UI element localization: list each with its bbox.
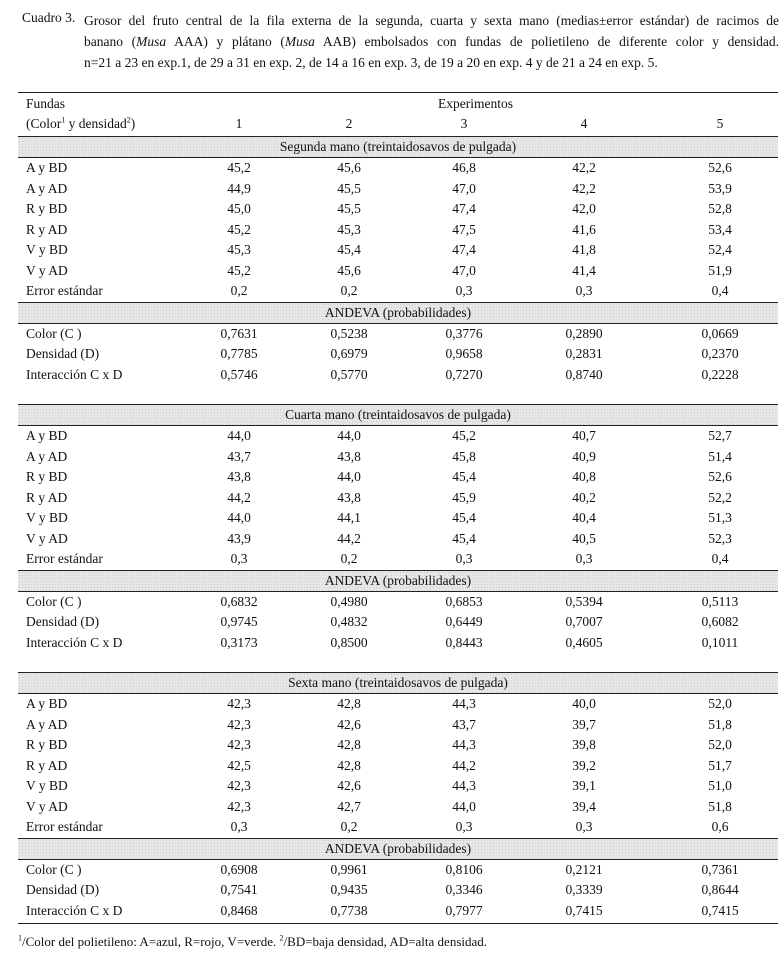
section-header [18, 404, 778, 426]
value-cell: 39,8 [572, 737, 596, 752]
andeva-title: ANDEVA (probabilidades) [324, 572, 472, 588]
value-cell: 0,3 [230, 819, 248, 834]
value-cell: 40,4 [572, 510, 596, 525]
section-title: Segunda mano (treintaidosavos de pulgada) [279, 139, 517, 154]
value-cell: 44,2 [452, 757, 476, 773]
value-cell: 43,8 [227, 469, 251, 484]
value-cell: 44,2 [337, 530, 361, 546]
row-label: Error estándar [26, 283, 103, 298]
table-top-rule [18, 92, 778, 93]
value-cell: 43,8 [337, 489, 361, 505]
table-row [18, 220, 778, 241]
row-label: Densidad (D) [26, 614, 100, 629]
value-cell: 0,5113 [701, 593, 739, 609]
value-cell: 0,6832 [220, 593, 258, 609]
value-cell: 0,2 [340, 819, 358, 834]
row-label: Interacción C x D [26, 634, 123, 650]
value-cell: 0,9658 [445, 346, 483, 361]
value-cell: 44,2 [227, 489, 251, 505]
header-experimentos: Experimentos [438, 96, 513, 111]
row-label: R y BD [26, 737, 68, 752]
caption-line: n=21 a 23 en exp.1, de 29 a 31 en exp. 2, de 14 a 16 en exp. 3, de 19 a 20 en exp. 4 y de 21 a 24 en exp. 5. [84, 55, 658, 70]
value-cell: 0,7415 [701, 902, 739, 918]
value-cell: 40,8 [572, 469, 596, 484]
value-cell: 42,2 [572, 160, 596, 175]
row-label: Interacción C x D [26, 902, 123, 918]
value-cell: 0,7977 [445, 902, 483, 918]
value-cell: 47,4 [452, 201, 476, 216]
value-cell: 45,6 [337, 160, 361, 175]
header-col-3: 3 [460, 116, 468, 131]
value-cell: 44,1 [337, 510, 361, 525]
value-cell: 42,3 [227, 798, 251, 814]
value-cell: 40,5 [572, 530, 596, 546]
value-cell: 52,6 [708, 469, 732, 484]
value-cell: 0,7738 [330, 902, 368, 918]
value-cell: 51,8 [708, 798, 732, 814]
table-row [18, 426, 778, 447]
header-fundas: Fundas [26, 96, 66, 111]
value-cell: 0,6 [711, 819, 729, 834]
value-cell: 0,7270 [445, 366, 483, 382]
value-cell: 40,2 [572, 489, 596, 505]
table-row [18, 797, 778, 818]
value-cell: 0,2890 [565, 325, 603, 341]
value-cell: 51,3 [708, 510, 732, 525]
table-bottom-rule [18, 923, 778, 924]
section-title: Cuarta mano (treintaidosavos de pulgada) [285, 407, 511, 422]
table-row [18, 281, 778, 302]
value-cell: 0,2228 [701, 366, 739, 382]
row-label: V y BD [26, 242, 68, 257]
value-cell: 52,4 [708, 242, 732, 257]
value-cell: 44,0 [337, 428, 361, 443]
row-label: R y AD [26, 757, 68, 773]
row-label: A y BD [26, 160, 68, 175]
value-cell: 44,0 [452, 798, 476, 814]
value-cell: 0,7785 [220, 346, 258, 361]
andeva-header [18, 302, 778, 324]
caption-species: Musa [136, 34, 167, 49]
value-cell: 45,4 [452, 530, 476, 546]
andeva-header [18, 838, 778, 860]
value-cell: 51,8 [708, 716, 732, 732]
row-label: R y AD [26, 221, 68, 237]
value-cell: 0,2370 [701, 346, 739, 361]
header-col-4: 4 [580, 116, 588, 131]
value-cell: 39,1 [572, 778, 596, 793]
table-row [18, 735, 778, 756]
value-cell: 0,5238 [330, 325, 368, 341]
andeva-row [18, 365, 778, 386]
value-cell: 41,8 [572, 242, 596, 257]
value-cell: 53,9 [708, 180, 732, 196]
value-cell: 52,0 [708, 737, 732, 752]
value-cell: 0,3 [230, 551, 248, 566]
value-cell: 45,2 [227, 262, 251, 278]
value-cell: 0,9745 [220, 614, 258, 629]
value-cell: 0,5746 [220, 366, 258, 382]
value-cell: 52,3 [708, 530, 732, 546]
value-cell: 45,0 [227, 201, 251, 216]
value-cell: 0,9435 [330, 882, 368, 897]
header-col-2: 2 [345, 116, 353, 131]
row-label: V y AD [26, 530, 68, 546]
table-row [18, 240, 778, 261]
value-cell: 0,5770 [330, 366, 368, 382]
section-title: Sexta mano (treintaidosavos de pulgada) [288, 675, 508, 690]
caption-text [84, 10, 779, 73]
value-cell: 0,6853 [445, 593, 483, 609]
value-cell: 39,7 [572, 716, 596, 732]
value-cell: 0,3173 [220, 634, 258, 650]
value-cell: 45,5 [337, 180, 361, 196]
value-cell: 42,3 [227, 716, 251, 732]
value-cell: 39,2 [572, 757, 596, 773]
row-label: V y BD [26, 778, 68, 793]
value-cell: 0,6449 [445, 614, 483, 629]
caption-species: Musa [284, 34, 315, 49]
value-cell: 45,9 [452, 489, 476, 505]
value-cell: 0,3 [455, 283, 473, 298]
value-cell: 42,3 [227, 778, 251, 793]
value-cell: 51,9 [708, 262, 732, 278]
value-cell: 0,7007 [565, 614, 603, 629]
value-cell: 0,6082 [701, 614, 739, 629]
value-cell: 0,8644 [701, 882, 739, 897]
footnote-marker: 1 [61, 115, 66, 125]
value-cell: 45,3 [337, 221, 361, 237]
value-cell: 0,3 [575, 819, 593, 834]
table-row [18, 508, 778, 529]
value-cell: 42,8 [337, 737, 361, 752]
row-label: R y BD [26, 201, 68, 216]
value-cell: 44,0 [337, 469, 361, 484]
table-row [18, 817, 778, 838]
table-row [18, 467, 778, 488]
value-cell: 44,0 [227, 428, 251, 443]
value-cell: 45,2 [452, 428, 476, 443]
table-row [18, 261, 778, 282]
footnote-text: /BD=baja densidad, AD=alta densidad. [283, 934, 488, 949]
value-cell: 0,2 [340, 283, 358, 298]
value-cell: 0,6979 [330, 346, 368, 361]
andeva-row [18, 592, 778, 613]
row-label: V y AD [26, 262, 68, 278]
value-cell: 42,6 [337, 716, 361, 732]
caption-fragment: AAB) embolsados con fundas de polietileno de diferente color y densidad. [314, 34, 779, 49]
value-cell: 0,0669 [701, 325, 739, 341]
row-label: R y BD [26, 469, 68, 484]
value-cell: 51,0 [708, 778, 732, 793]
andeva-row [18, 901, 778, 922]
value-cell: 39,4 [572, 798, 596, 814]
value-cell: 47,0 [452, 262, 476, 278]
value-cell: 0,4 [711, 551, 729, 566]
table-row [18, 488, 778, 509]
value-cell: 43,7 [227, 448, 251, 464]
header-fragment: (Color [26, 116, 62, 131]
value-cell: 0,8740 [565, 366, 603, 382]
header-fragment: y densidad [65, 116, 127, 131]
caption-line [84, 31, 779, 52]
value-cell: 52,6 [708, 160, 732, 175]
value-cell: 0,3776 [445, 325, 483, 341]
table-row [18, 715, 778, 736]
andeva-title: ANDEVA (probabilidades) [324, 304, 472, 320]
value-cell: 52,7 [708, 428, 732, 443]
value-cell: 0,7361 [701, 861, 739, 877]
value-cell: 0,1011 [701, 634, 739, 650]
andeva-row [18, 612, 778, 633]
row-label: R y AD [26, 489, 68, 505]
value-cell: 0,8443 [445, 634, 483, 650]
table-row [18, 199, 778, 220]
value-cell: 45,4 [452, 469, 476, 484]
value-cell: 52,8 [708, 201, 732, 216]
section-header [18, 136, 778, 158]
value-cell: 44,3 [452, 696, 476, 711]
row-label: Color (C ) [26, 861, 82, 877]
value-cell: 42,5 [227, 757, 251, 773]
value-cell: 0,3 [575, 551, 593, 566]
row-label: Error estándar [26, 819, 103, 834]
andeva-row [18, 324, 778, 345]
caption-fragment: AAA) y plátano ( [166, 34, 285, 49]
value-cell: 44,3 [452, 778, 476, 793]
value-cell: 47,5 [452, 221, 476, 237]
footnote-marker: 2 [279, 933, 284, 943]
table-row [18, 529, 778, 550]
value-cell: 47,4 [452, 242, 476, 257]
value-cell: 42,8 [337, 696, 361, 711]
row-label: Densidad (D) [26, 346, 100, 361]
value-cell: 45,6 [337, 262, 361, 278]
value-cell: 47,0 [452, 180, 476, 196]
value-cell: 45,4 [452, 510, 476, 525]
value-cell: 0,3346 [445, 882, 483, 897]
value-cell: 45,5 [337, 201, 361, 216]
table-row [18, 776, 778, 797]
row-label: Color (C ) [26, 593, 82, 609]
andeva-row [18, 860, 778, 881]
value-cell: 42,2 [572, 180, 596, 196]
row-label: Interacción C x D [26, 366, 123, 382]
row-label: A y BD [26, 428, 68, 443]
andeva-row [18, 344, 778, 365]
value-cell: 45,8 [452, 448, 476, 464]
value-cell: 0,2121 [565, 861, 603, 877]
row-label: A y BD [26, 696, 68, 711]
value-cell: 46,8 [452, 160, 476, 175]
value-cell: 44,9 [227, 180, 251, 196]
value-cell: 0,8500 [330, 634, 368, 650]
footnote-marker: 2 [126, 115, 131, 125]
row-label: V y BD [26, 510, 68, 525]
table-row [18, 756, 778, 777]
value-cell: 45,3 [227, 242, 251, 257]
row-label: Color (C ) [26, 325, 82, 341]
caption-label: Cuadro 3. [22, 10, 76, 25]
value-cell: 42,0 [572, 201, 596, 216]
table-row [18, 694, 778, 715]
header-col-1: 1 [235, 116, 243, 131]
value-cell: 44,3 [452, 737, 476, 752]
caption-fragment: banano ( [84, 34, 137, 49]
value-cell: 0,4605 [565, 634, 603, 650]
value-cell: 0,7631 [220, 325, 258, 341]
table-row [18, 179, 778, 200]
value-cell: 41,4 [572, 262, 596, 278]
value-cell: 0,3 [455, 819, 473, 834]
andeva-row [18, 633, 778, 654]
row-label: Error estándar [26, 551, 103, 566]
value-cell: 52,2 [708, 489, 732, 505]
value-cell: 51,7 [708, 757, 732, 773]
andeva-row [18, 880, 778, 901]
footnote-marker: 1 [18, 933, 22, 943]
value-cell: 43,7 [452, 716, 476, 732]
value-cell: 0,7541 [220, 882, 258, 897]
value-cell: 42,7 [337, 798, 361, 814]
value-cell: 41,6 [572, 221, 596, 237]
value-cell: 44,0 [227, 510, 251, 525]
value-cell: 43,9 [227, 530, 251, 546]
andeva-title: ANDEVA (probabilidades) [324, 840, 472, 856]
value-cell: 42,8 [337, 757, 361, 773]
value-cell: 0,4980 [330, 593, 368, 609]
value-cell: 0,7415 [565, 902, 603, 918]
row-label: A y AD [26, 448, 68, 464]
table-row [18, 447, 778, 468]
footnote-text: /Color del polietileno: A=azul, R=rojo, V=verde. [22, 934, 280, 949]
value-cell: 0,3 [455, 551, 473, 566]
andeva-header [18, 570, 778, 592]
header-color-density [26, 114, 135, 134]
value-cell: 52,0 [708, 696, 732, 711]
value-cell: 42,6 [337, 778, 361, 793]
section-header [18, 672, 778, 694]
table-row [18, 158, 778, 179]
value-cell: 53,4 [708, 221, 732, 237]
value-cell: 0,3 [575, 283, 593, 298]
value-cell: 0,4 [711, 283, 729, 298]
value-cell: 40,0 [572, 696, 596, 711]
header-fragment: ) [130, 116, 136, 131]
value-cell: 0,8106 [445, 861, 483, 877]
value-cell: 0,2831 [565, 346, 603, 361]
value-cell: 40,7 [572, 428, 596, 443]
value-cell: 0,2 [230, 283, 248, 298]
value-cell: 0,4832 [330, 614, 368, 629]
table-row [18, 549, 778, 570]
row-label: V y AD [26, 798, 68, 814]
value-cell: 0,8468 [220, 902, 258, 918]
row-label: A y AD [26, 180, 68, 196]
caption-line: Grosor del fruto central de la fila externa de la segunda, cuarta y sexta mano (medias±error estándar) de racimos de [84, 13, 779, 28]
header-col-5: 5 [716, 116, 724, 131]
value-cell: 45,2 [227, 221, 251, 237]
value-cell: 0,3339 [565, 882, 603, 897]
value-cell: 42,3 [227, 696, 251, 711]
value-cell: 0,5394 [565, 593, 603, 609]
value-cell: 0,6908 [220, 861, 258, 877]
value-cell: 45,2 [227, 160, 251, 175]
value-cell: 42,3 [227, 737, 251, 752]
value-cell: 0,2 [340, 551, 358, 566]
value-cell: 43,8 [337, 448, 361, 464]
row-label: Densidad (D) [26, 882, 100, 897]
value-cell: 45,4 [337, 242, 361, 257]
value-cell: 40,9 [572, 448, 596, 464]
row-label: A y AD [26, 716, 68, 732]
value-cell: 51,4 [708, 448, 732, 464]
value-cell: 0,9961 [330, 861, 368, 877]
footnote [18, 934, 487, 950]
